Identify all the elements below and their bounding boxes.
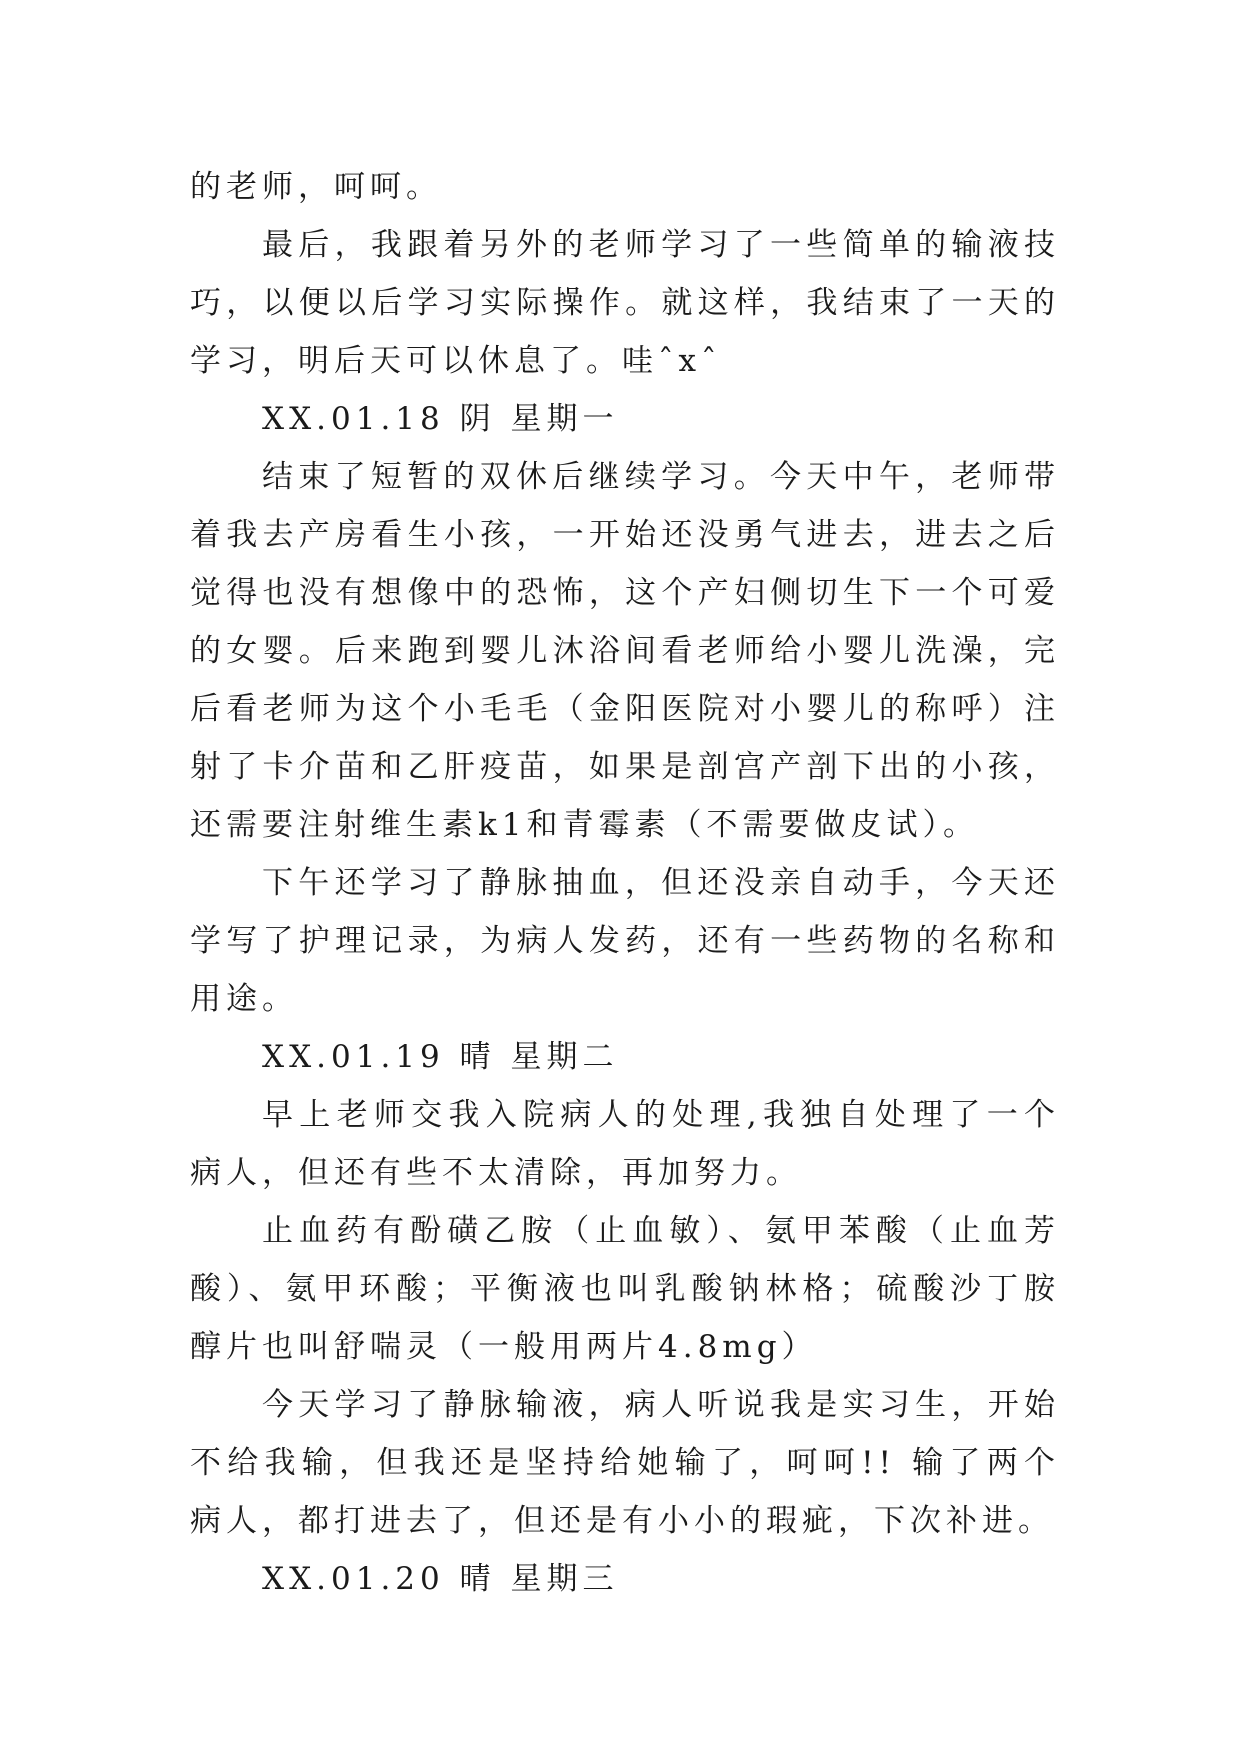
date-heading: XX.01.19 晴 星期二 (262, 1039, 619, 1075)
paragraph-continuation: 的老师，呵呵。 (190, 169, 442, 205)
paragraph: 最后，我跟着另外的老师学习了一些简单的输液技巧，以便以后学习实际操作。就这样，我结束了一天的学习，明后天可以休息了。哇ˆxˆ (190, 227, 1060, 379)
paragraph: 止血药有酚磺乙胺（止血敏）、氨甲苯酸（止血芳酸）、氨甲环酸；平衡液也叫乳酸钠林格；硫酸沙丁胺醇片也叫舒喘灵（一般用两片4.8mg） (190, 1213, 1060, 1365)
date-heading: XX.01.20 晴 星期三 (262, 1561, 619, 1597)
paragraph: 今天学习了静脉输液，病人听说我是实习生，开始不给我输，但我还是坚持给她输了，呵呵!! 输了两个病人，都打进去了，但还是有小小的瑕疵，下次补进。 (190, 1387, 1060, 1539)
date-heading: XX.01.18 阴 星期一 (262, 401, 619, 437)
paragraph: 早上老师交我入院病人的处理,我独自处理了一个病人，但还有些不太清除，再加努力。 (190, 1097, 1060, 1191)
paragraph: 下午还学习了静脉抽血，但还没亲自动手，今天还学写了护理记录，为病人发药，还有一些药物的名称和用途。 (190, 865, 1060, 1017)
document-body (190, 158, 1060, 1608)
paragraph: 结束了短暂的双休后继续学习。今天中午，老师带着我去产房看生小孩，一开始还没勇气进去，进去之后觉得也没有想像中的恐怖，这个产妇侧切生下一个可爱的女婴。后来跑到婴儿沐浴间看老师给小婴儿洗澡，完后看老师为这个小毛毛（金阳医院对小婴儿的称呼）注射了卡介苗和乙肝疫苗，如果是剖宫产剖下出的小孩，还需要注射维生素k1和青霉素（不需要做皮试）。 (190, 459, 1060, 843)
